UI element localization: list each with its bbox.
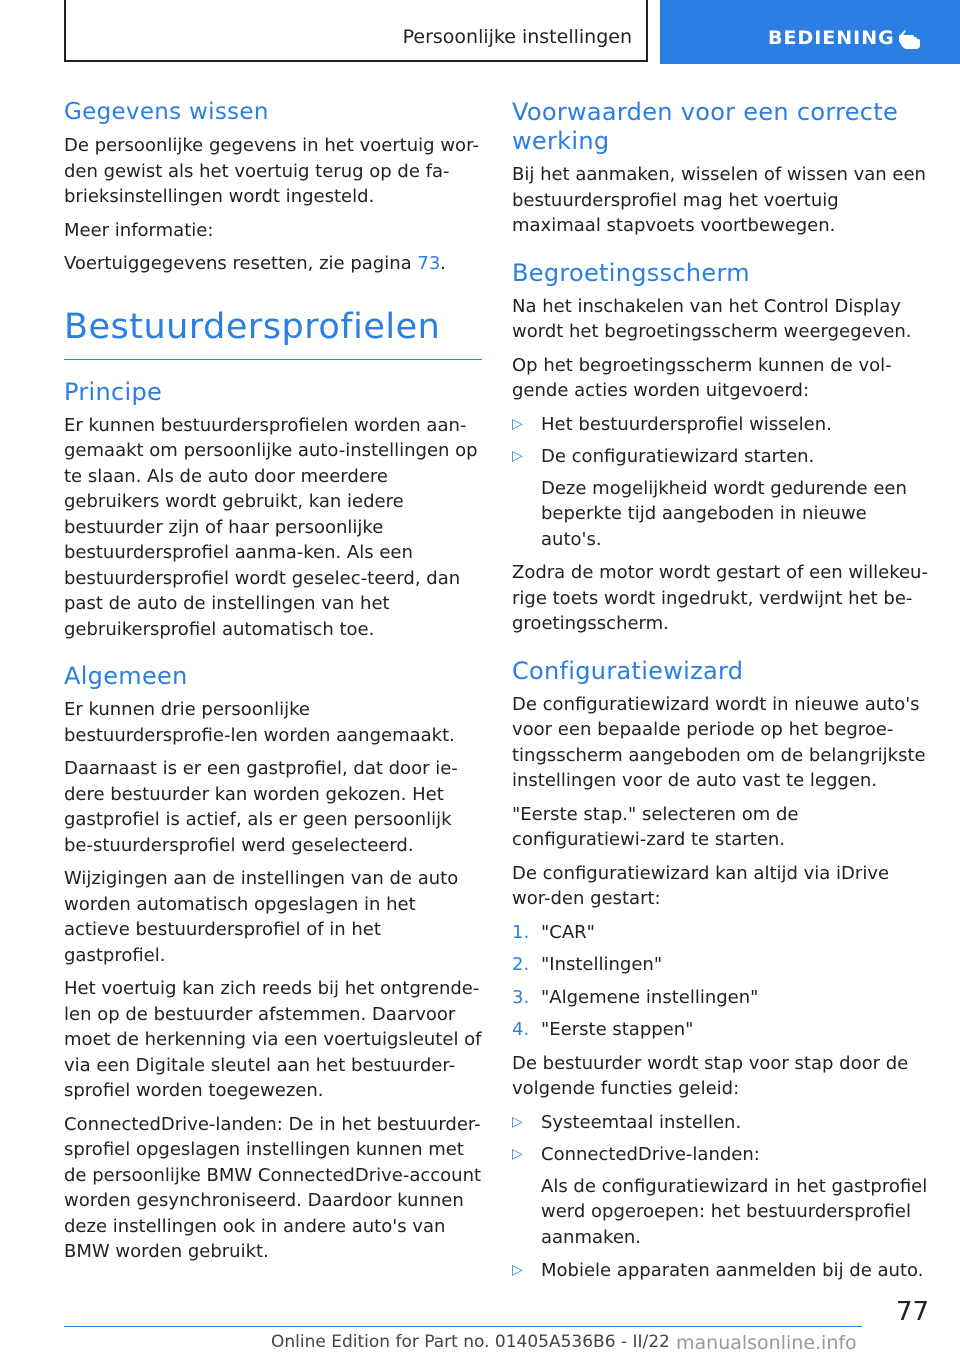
algemeen-paragraph-4: Het voertuig kan zich reeds bij het ontgrende-len op de bestuurder afstemmen. Daarvoor moet de herkenning via een voertuigsleutel of via een Digitale sleutel aan het bestuurder-sprofiel worden toegewezen. [64,978,482,1101]
gegevens-paragraph-1: De persoonlijke gegevens in het voertuig wor-den gewist als het voertuig terug op de fa-brieksinstellingen wordt ingesteld. [64,135,479,207]
list-item-text: Mobiele apparaten aanmelden bij de auto. [541,1260,924,1281]
section-title-voorwaarden: Voorwaarden voor een correcte werking [512,98,899,155]
section-title-begroetingsscherm: Begroetingsscherm [512,258,750,287]
list-item [512,1110,930,1136]
header-section-tab [660,0,960,64]
triangle-bullet-icon: ▷ [512,448,523,464]
list-item-text: De configuratiewizard starten. [541,446,815,467]
footer-edition: Online Edition for Part no. 01405A536B6 - II/22 [271,1332,670,1352]
list-item [512,985,930,1011]
voorwaarden-paragraph: Bij het aanmaken, wisselen of wissen van een bestuurdersprofiel mag het voertuig maximaal stapvoets voortbewegen. [512,164,926,236]
step-text: "Algemene instellingen" [541,986,759,1008]
algemeen-paragraph-5: ConnectedDrive-landen: De in het bestuurder-sprofiel opgeslagen instellingen kunnen met de persoonlijke BMW ConnectedDrive-account worden gesynchroniseerd. Daardoor kunnen deze instellingen ook in andere auto's van BMW worden gebruikt. [64,1113,482,1262]
config-paragraph-3: De configuratiewizard kan altijd via iDrive wor-den gestart: [512,862,890,909]
functions-sub-note: Als de configuratiewizard in het gastprofiel werd opgeroepen: het bestuurdersprofiel aanmaken. [541,1175,928,1248]
step-number: 2. [512,954,530,975]
gegevens-reference-end: . [440,253,447,274]
list-item [512,1142,930,1168]
principe-paragraph: Er kunnen bestuurdersprofielen worden aan-gemaakt om persoonlijke auto-instellingen op te slaan. Als de auto door meerdere gebruikers wordt gebruikt, kan iedere bestuurder zijn of haar persoonlijke bestuurdersprofiel aanma-ken. Als een bestuurdersprofiel wordt geselec-teerd, dan past de auto de instellingen van het gebruikersprofiel automatisch toe. [64,414,478,640]
right-column [512,98,930,1292]
section-title-gegevens-wissen: Gegevens wissen [64,99,269,125]
section-title-configuratiewizard: Configuratiewizard [512,656,744,685]
left-column [64,98,482,1273]
pointing-hand-icon [896,24,922,50]
step-text: "Instellingen" [541,954,663,975]
header-title-box [64,0,648,62]
footer-divider [64,1326,862,1327]
list-item [512,1258,930,1284]
config-paragraph-2: "Eerste stap." selecteren om de configuratiewi-zard te starten. [512,803,799,850]
step-number: 4. [512,1019,530,1040]
config-paragraph-4: De bestuurder wordt stap voor stap door de volgende functies geleid: [512,1052,909,1099]
config-functions-list [512,1110,930,1168]
list-item [512,952,930,978]
list-item [512,1017,930,1043]
chapter-title-bestuurdersprofielen: Bestuurdersprofielen [64,305,482,360]
step-number: 3. [512,986,530,1008]
list-item-text: ConnectedDrive-landen: [541,1144,760,1165]
triangle-bullet-icon: ▷ [512,1113,523,1130]
step-text: "Eerste stappen" [541,1019,694,1040]
section-title-principe: Principe [64,377,163,406]
config-paragraph-1: De configuratiewizard wordt in nieuwe auto's voor een bepaalde periode op het begroe-tingsscherm aangeboden om de belangrijkste instellingen voor de auto vast te leggen. [512,693,926,791]
triangle-bullet-icon: ▷ [512,1146,523,1162]
triangle-bullet-icon: ▷ [512,415,523,432]
step-number: 1. [512,921,530,943]
step-text: "CAR" [541,921,595,943]
list-item [512,412,930,438]
list-item [512,920,930,946]
begroeting-paragraph-3: Zodra de motor wordt gestart of een willekeu-rige toets wordt ingedrukt, verdwijnt het be-groetingsscherm. [512,562,928,634]
begroeting-sub-note: Deze mogelijkheid wordt gedurende een beperkte tijd aangeboden in nieuwe auto's. [541,477,907,550]
watermark: manualsonline.info [676,1332,857,1354]
page-73-link[interactable]: 73 [417,253,441,274]
list-item [512,444,930,470]
algemeen-paragraph-2: Daarnaast is er een gastprofiel, dat door ie-dere bestuurder kan worden gekozen. Het gastprofiel is actief, als er geen persoonlijk be-stuurdersprofiel werd geselecteerd. [64,758,458,856]
config-steps-list [512,920,930,1043]
algemeen-paragraph-3: Wijzigingen aan de instellingen van de auto worden automatisch opgeslagen in het actieve bestuurdersprofiel of in het gastprofiel. [64,868,459,966]
header-section-label: BEDIENING [768,27,895,49]
gegevens-paragraph-2: Meer informatie: [64,219,214,241]
page-number: 77 [896,1297,930,1327]
list-item-text: Het bestuurdersprofiel wisselen. [541,413,832,435]
algemeen-paragraph-1: Er kunnen drie persoonlijke bestuurdersprofie-len worden aangemaakt. [64,699,455,746]
header-title: Persoonlijke instellingen [402,26,632,48]
gegevens-paragraph-3 [64,251,482,277]
gegevens-reference-text: Voertuiggegevens resetten, zie pagina [64,253,418,274]
config-functions-list-end [512,1258,930,1284]
list-item-text: Systeemtaal instellen. [541,1111,742,1133]
begroeting-paragraph-2: Op het begroetingsscherm kunnen de vol-gende acties worden uitgevoerd: [512,354,892,401]
begroeting-actions-list [512,412,930,470]
begroeting-paragraph-1: Na het inschakelen van het Control Display wordt het begroetingsscherm weergegeven. [512,295,912,342]
triangle-bullet-icon: ▷ [512,1262,523,1278]
section-title-algemeen: Algemeen [64,662,188,690]
